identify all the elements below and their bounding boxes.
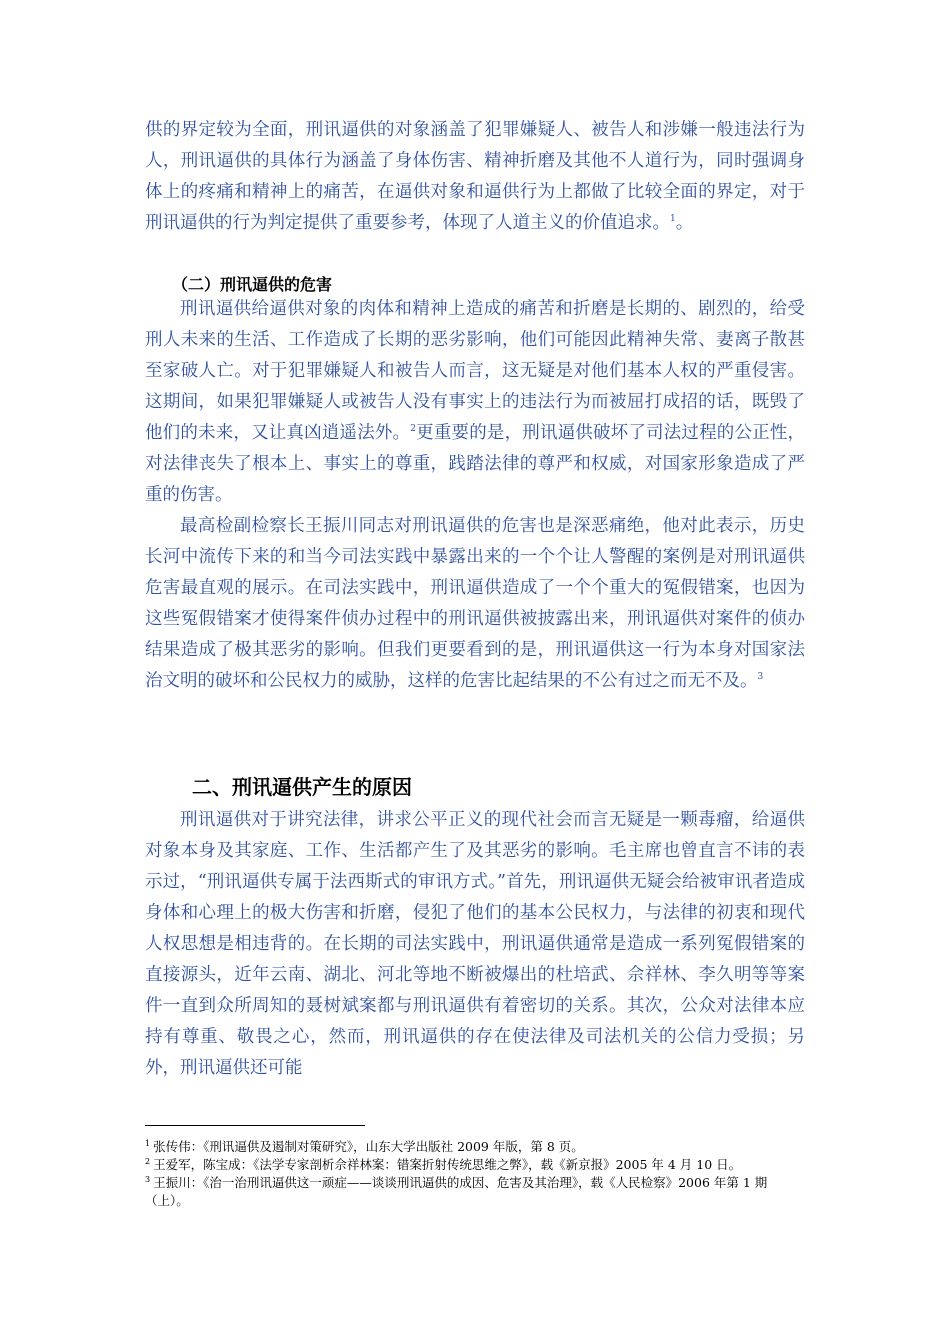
footnote-3-text: 王振川：《治一治刑讯逼供这一顽症——谈谈刑讯逼供的成因、危害及其治理》，载《人民检察》2006 年第 1 期（上）。 xyxy=(145,1175,768,1208)
paragraph-harms xyxy=(145,294,805,511)
paragraph-wang-zhenchuan-text: 最高检副检察长王振川同志对刑讯逼供的危害也是深恶痛绝，他对此表示，历史长河中流传下来的和当今司法实践中暴露出来的一个个让人警醒的案例是对刑讯逼供危害最直观的展示。在司法实践中，刑讯逼供造成了一个个重大的冤假错案，也因为这些冤假错案才使得案件侦办过程中的刑讯逼供被披露出来，刑讯逼供对案件的侦办结果造成了极其恶劣的影响。但我们更要看到的是，刑讯逼供这一行为本身对国家法治文明的破坏和公民权力的威胁，这样的危害比起结果的不公有过之而无不及。 xyxy=(145,516,805,691)
footnote-2 xyxy=(145,1156,805,1174)
footnote-3-number: 3 xyxy=(145,1174,151,1184)
footnote-ref-2[interactable]: 2 xyxy=(410,424,416,435)
footnote-3 xyxy=(145,1174,805,1210)
footnotes xyxy=(145,1138,805,1210)
paragraph-harms-text-a: 刑讯逼供给逼供对象的肉体和精神上造成的痛苦和折磨是长期的、剧烈的，给受刑人未来的生活、工作造成了长期的恶劣影响，他们可能因此精神失常、妻离子散甚至家破人亡。对于犯罪嫌疑人和被告人而言，这无疑是对他们基本人权的严重侵害。这期间，如果犯罪嫌疑人或被告人没有事实上的违法行为而被屈打成招的话，既毁了他们的未来，又让真凶逍遥法外。 xyxy=(145,299,805,443)
paragraph-causes-text: 刑讯逼供对于讲究法律，讲求公平正义的现代社会而言无疑是一颗毒瘤，给逼供对象本身及其家庭、工作、生活都产生了及其恶劣的影响。毛主席也曾直言不讳的表示过，“刑讯逼供专属于法西斯式的审讯方式。”首先，刑讯逼供无疑会给被审讯者造成身体和心理上的极大伤害和折磨，侵犯了他们的基本公民权力，与法律的初衷和现代人权思想是相违背的。在长期的司法实践中，刑讯逼供通常是造成一系列冤假错案的直接源头，近年云南、湖北、河北等地不断被爆出的杜培武、佘祥林、李久明等等案件一直到众所周知的聂树斌案都与刑讯逼供有着密切的关系。其次，公众对法律本应持有尊重、敬畏之心，然而，刑讯逼供的存在使法律及司法机关的公信力受损；另外，刑讯逼供还可能 xyxy=(145,810,805,1078)
section-heading-causes: 二、刑讯逼供产生的原因 xyxy=(192,775,412,799)
paragraph-causes xyxy=(145,805,805,1084)
paragraph-wang-zhenchuan xyxy=(145,511,805,697)
subheading-harms: （二）刑讯逼供的危害 xyxy=(172,275,333,294)
footnote-ref-1[interactable]: 1 xyxy=(670,214,676,225)
footnote-2-text: 王爱军，陈宝成：《法学专家剖析佘祥林案：错案折射传统思维之弊》，载《新京报》2005 年 4 月 10 日。 xyxy=(153,1157,742,1172)
paragraph-definition-text: 供的界定较为全面，刑讯逼供的对象涵盖了犯罪嫌疑人、被告人和涉嫌一般违法行为人，刑讯逼供的具体行为涵盖了身体伤害、精神折磨及其他不人道行为，同时强调身体上的疼痛和精神上的痛苦，在逼供对象和逼供行为上都做了比较全面的界定，对于刑讯逼供的行为判定提供了重要参考，体现了人道主义的价值追求。 xyxy=(145,120,805,233)
footnote-divider xyxy=(145,1125,365,1126)
footnote-1 xyxy=(145,1138,805,1156)
paragraph-harms-text-b: 更重要的是，刑讯逼供破坏了司法过程的公正性，对法律丧失了根本上、事实上的尊重，践踏法律的尊严和权威，对国家形象造成了严重的伤害。 xyxy=(145,423,806,505)
footnote-1-text: 张传伟：《刑讯逼供及遏制对策研究》，山东大学出版社 2009 年版，第 8 页。 xyxy=(153,1139,584,1154)
footnote-ref-3[interactable]: 3 xyxy=(757,672,764,683)
paragraph-definition-tail: 。 xyxy=(675,213,694,233)
footnote-2-number: 2 xyxy=(145,1156,151,1166)
paragraph-definition xyxy=(145,115,805,239)
footnote-1-number: 1 xyxy=(145,1138,151,1148)
